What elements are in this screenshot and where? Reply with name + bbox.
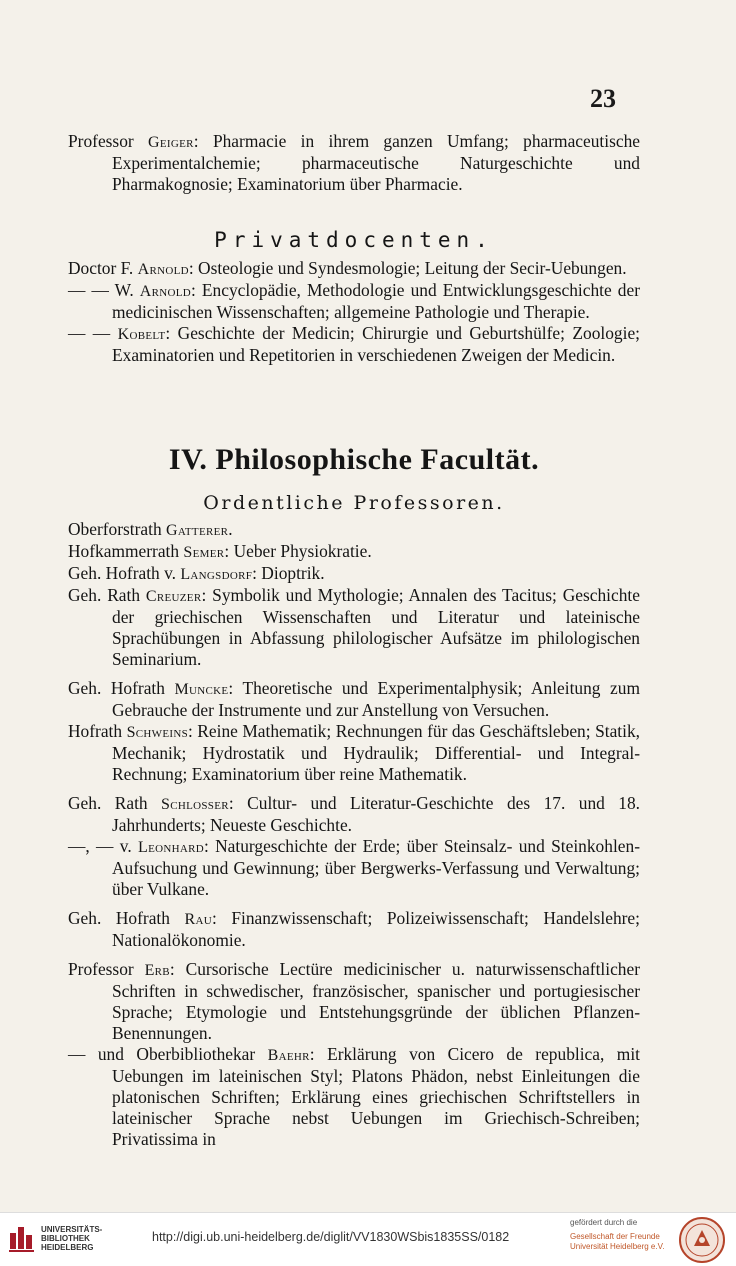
professor-name: Gatterer xyxy=(166,522,229,539)
entry-f-arnold: Doctor F. Arnold: Osteologie und Syndesmologie; Leitung der Secir-Uebungen. xyxy=(68,258,627,278)
supported-by-label: gefördert durch die xyxy=(570,1218,638,1227)
society-name[interactable]: Gesellschaft der Freunde Universität Heidelberg e.V. xyxy=(570,1232,665,1251)
faculty-subheading: Ordentliche Professoren. xyxy=(203,492,505,514)
faculty-heading-block xyxy=(68,443,640,477)
medical-professor-block xyxy=(68,131,640,195)
entry-rau: Geh. Hofrath Rau: Finanzwissenschaft; Polizeiwissenschaft; Handelslehre; Nationalökonomie. xyxy=(68,908,640,950)
digitization-footer xyxy=(0,1212,736,1266)
privatdocenten-heading: Privatdocenten. xyxy=(214,228,494,252)
professor-name: Baehr xyxy=(267,1047,310,1064)
professor-name: Creuzer xyxy=(145,588,202,605)
entry-schlosser: Geh. Rath Schlosser: Cultur- und Literatur-Geschichte des 17. und 18. Jahrhunderts; Neueste Geschichte. xyxy=(68,793,641,835)
professor-name: Erb xyxy=(144,962,170,979)
entry-leonhard: —, — v. Leonhard: Naturgeschichte der Erde; über Steinsalz- und Steinkohlen-Aufsuchung und Gewinnung; über Bergwerks-Verfassung und Verwaltung; über Vulkane. xyxy=(68,836,640,899)
privatdocenten-list xyxy=(68,258,640,366)
entry-creuzer: Geh. Rath Creuzer: Symbolik und Mythologie; Annalen des Tacitus; Geschichte der griechischen Wissenschaften und Literatur und lateinische Sprachübungen in Abfassung philologischer Aufsätze im philologischen Seminarium. xyxy=(68,585,640,669)
entry-semer: Hofkammerrath Semer: Ueber Physiokratie. xyxy=(68,541,372,561)
entry-muncke: Geh. Hofrath Muncke: Theoretische und Experimentalphysik; Anleitung zum Gebrauche der Instrumente und zur Anstellung von Versuchen. xyxy=(68,678,640,720)
permalink-url[interactable]: http://digi.ub.uni-heidelberg.de/diglit/VV1830WSbis1835SS/0182 xyxy=(152,1230,510,1244)
professor-name: Geiger xyxy=(148,134,194,151)
professor-name: Langsdorf xyxy=(180,566,253,583)
professor-name: Rau xyxy=(184,911,212,928)
library-logo[interactable] xyxy=(8,1221,138,1257)
entry-gatterer: Oberforstrath Gatterer. xyxy=(68,519,233,539)
faculty-subheading-block xyxy=(68,492,640,514)
docent-name: Kobelt xyxy=(117,326,166,343)
entry-schweins: Hofrath Schweins: Reine Mathematik; Rechnungen für das Geschäftsleben; Statik, Mechanik; Hydrostatik und Hydraulik; Differential- und Integral-Rechnung; Examinatorium über reine Mathematik. xyxy=(68,721,640,784)
entry-kobelt: — — Kobelt: Geschichte der Medicin; Chirurgie und Geburtshülfe; Zoologie; Examinatorien und Repetitorien in verschiedenen Zweigen der Medicin. xyxy=(68,323,640,365)
entry-w-arnold: — — W. Arnold: Encyclopädie, Methodologie und Entwicklungsgeschichte der medicinischen Wissenschaften; allgemeine Pathologie und Therapie. xyxy=(68,280,640,322)
entry-langsdorf: Geh. Hofrath v. Langsdorf: Dioptrik. xyxy=(68,563,325,583)
library-logo-icon xyxy=(8,1223,36,1253)
docent-name: Arnold xyxy=(139,283,192,300)
privatdocenten-section xyxy=(68,228,640,252)
faculty-heading: IV. Philosophische Facultät. xyxy=(168,443,540,476)
docent-name: Arnold xyxy=(137,261,189,278)
library-logo-text: UNIVERSITÄTS- BIBLIOTHEK HEIDELBERG xyxy=(41,1225,103,1252)
professor-name: Schlosser xyxy=(161,796,229,813)
entry-erb: Professor Erb: Cursorische Lectüre medicinischer u. naturwissenschaftlicher Schriften in schwedischer, französischer, spanischer und portugiesischer Sprache; Etymologie und Entstehungsgründe der üblichen Pflanzen-Benennungen. xyxy=(68,959,640,1043)
faculty-list xyxy=(68,519,640,1150)
university-seal-icon xyxy=(678,1216,726,1264)
entry-geiger: Professor Geiger: Pharmacie in ihrem ganzen Umfang; pharmaceutische Experimentalchemie; pharmaceutische Naturgeschichte und Pharmakognosie; Examinatorium über Pharmacie. xyxy=(68,131,640,194)
page-number: 23 xyxy=(590,84,616,113)
entry-baehr: — und Oberbibliothekar Baehr: Erklärung von Cicero de republica, mit Uebungen im lateinischen Styl; Platons Phädon, nebst Einleitungen die platonischen Schriften; Erklärung eines griechischen Schriftstellers in lateinischer Sprache nebst Uebungen im Griechisch-Schreiben; Privatissima in xyxy=(68,1044,640,1149)
professor-name: Leonhard xyxy=(138,839,204,856)
professor-name: Semer xyxy=(183,544,225,561)
professor-name: Schweins xyxy=(126,724,188,741)
professor-name: Muncke xyxy=(174,681,229,698)
